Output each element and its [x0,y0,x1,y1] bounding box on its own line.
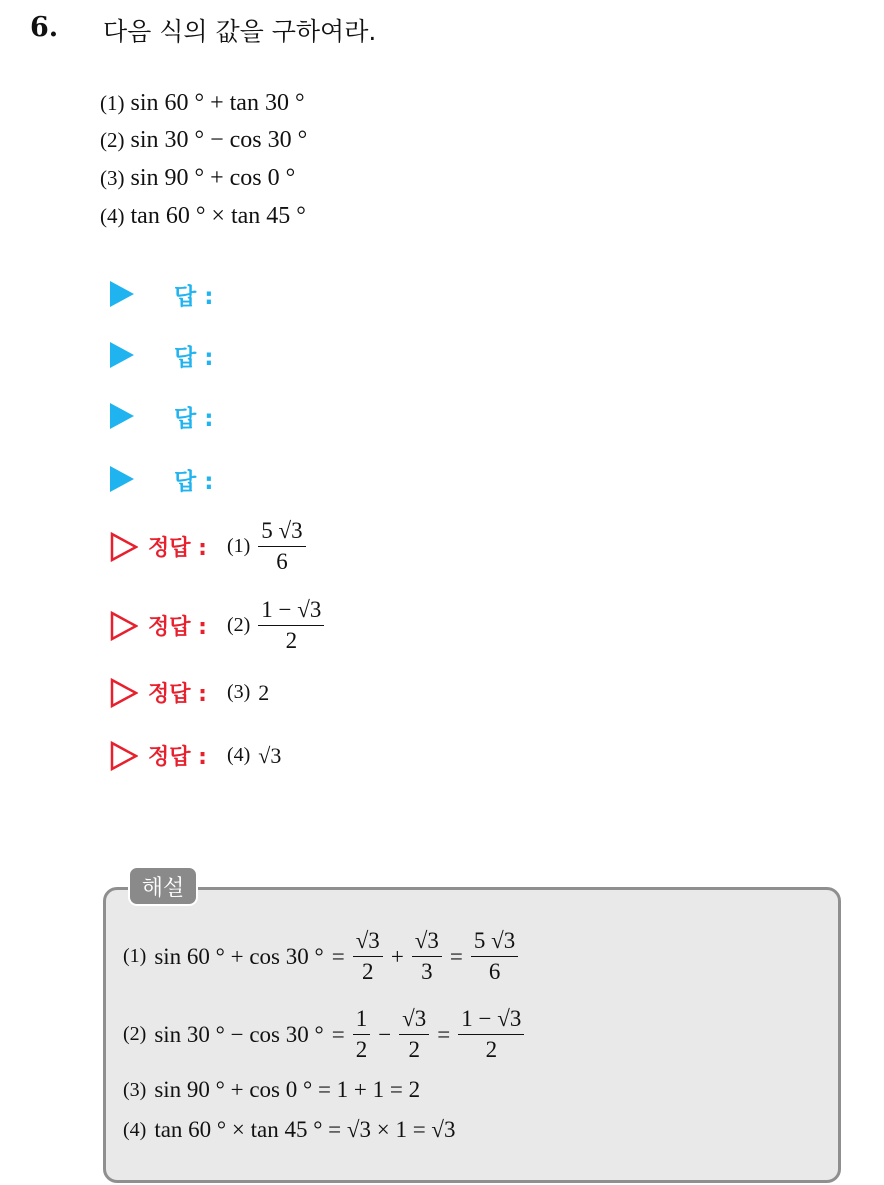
item-label: (1) [100,91,125,115]
numerator: 1 [353,1006,371,1035]
solution-label: (4) [123,1118,147,1141]
answer-value: 2 [258,679,270,705]
play-arrow-icon [110,403,134,429]
numerator: 5 √3 [471,928,518,957]
play-arrow-icon [110,281,134,307]
operator: + [390,943,404,969]
question-item-2 [100,127,307,154]
item-label: (2) [100,128,125,152]
play-arrow-icon [110,342,134,368]
item-label: (4) [100,204,125,228]
play-arrow-icon [110,466,134,492]
answer-blank-4[interactable] [110,459,213,499]
denominator: 2 [362,959,374,985]
question-number: 6. [30,12,59,43]
outline-triangle-icon [110,741,138,771]
equals-sign: = [331,1021,345,1047]
fraction [353,928,383,986]
item-label: (3) [100,166,125,190]
answer-blank-2[interactable] [110,335,213,375]
answer-key-label: 정답 : [148,615,207,641]
fraction [458,1006,524,1064]
solution-label: (3) [123,1078,147,1101]
numerator: 1 − √3 [458,1006,524,1035]
solution-text: tan 60 ° × tan 45 ° = √3 × 1 = √3 [154,1117,456,1142]
solution-label: (2) [123,1023,147,1046]
fraction [258,518,305,576]
fraction [258,597,324,655]
solution-label: (1) [123,945,147,968]
answer-key-item-label: (2) [226,614,251,637]
fraction [353,1006,371,1064]
numerator: 1 − √3 [258,597,324,626]
answer-key-1 [110,518,306,576]
numerator: 5 √3 [258,518,305,547]
equals-sign: = [437,1021,451,1047]
item-expression: sin 90 ° + cos 0 ° [130,165,296,191]
answer-blank-3[interactable] [110,396,213,436]
solution-lhs: sin 30 ° − cos 30 ° [154,1021,324,1047]
question-item-1 [100,90,305,117]
solution-line-4 [123,1117,456,1143]
numerator: √3 [353,928,383,957]
answer-key-value [227,518,306,576]
outline-triangle-icon [110,532,138,562]
denominator: 6 [276,549,288,575]
solution-line-3 [123,1077,420,1103]
solution-lhs: sin 60 ° + cos 30 ° [154,943,324,969]
denominator: 2 [355,1037,368,1063]
denominator: 6 [488,959,501,985]
answer-label: 답 : [174,468,214,495]
answer-key-value [227,597,324,655]
question-item-3 [100,165,295,192]
denominator: 2 [485,1037,498,1063]
fraction [471,928,518,986]
solution-text: sin 90 ° + cos 0 ° = 1 + 1 = 2 [154,1077,421,1102]
fraction [399,1006,429,1064]
denominator: 3 [421,959,433,985]
equals-sign: = [331,943,345,969]
answer-key-item-label: (1) [226,535,251,558]
answer-key-value [227,680,269,706]
answer-blank-1[interactable] [110,274,213,314]
question-item-4 [100,203,306,230]
answer-label: 답 : [174,344,214,371]
operator: − [378,1021,392,1047]
numerator: √3 [399,1006,429,1035]
answer-value: √3 [258,742,282,768]
equals-sign: = [449,943,463,969]
question-title: 다음 식의 값을 구하여라. [103,17,377,46]
item-expression: sin 60 ° + tan 30 ° [130,90,305,116]
item-expression: sin 30 ° − cos 30 ° [130,127,308,153]
answer-label: 답 : [174,283,214,310]
answer-key-value [227,743,281,769]
answer-key-label: 정답 : [148,745,207,770]
solution-line-1 [123,928,518,986]
denominator: 2 [285,628,298,654]
answer-key-4 [110,740,281,771]
answer-key-2 [110,597,324,655]
item-expression: tan 60 ° × tan 45 ° [130,203,306,229]
denominator: 2 [408,1037,420,1063]
solution-tag: 해설 [128,866,198,906]
fraction [412,928,442,986]
answer-key-3 [110,677,269,708]
numerator: √3 [412,928,442,957]
outline-triangle-icon [110,678,138,708]
answer-key-item-label: (4) [226,744,251,766]
solution-line-2 [123,1006,524,1064]
answer-key-label: 정답 : [148,682,207,707]
outline-triangle-icon [110,611,138,641]
answer-key-item-label: (3) [226,681,251,703]
answer-label: 답 : [174,405,214,432]
answer-key-label: 정답 : [148,536,207,562]
